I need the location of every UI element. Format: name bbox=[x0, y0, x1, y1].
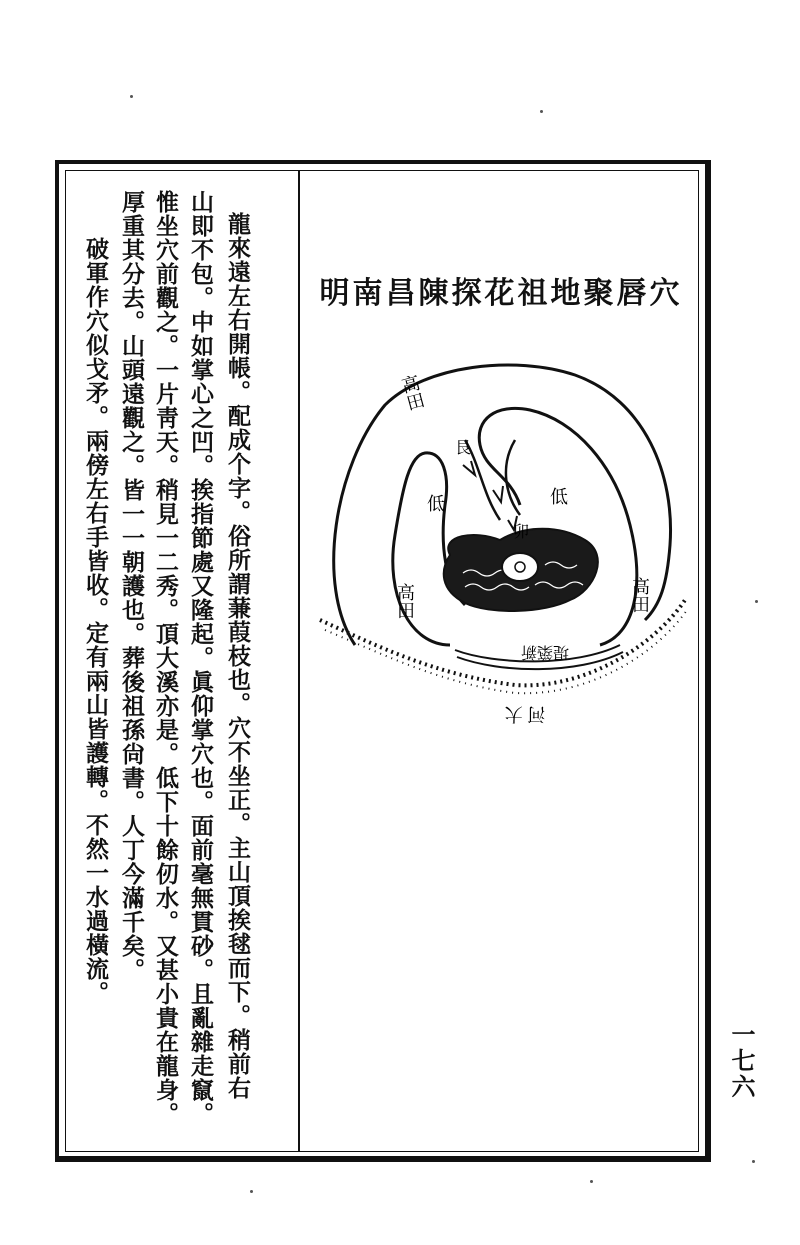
label-high-field-right: 高田 bbox=[630, 577, 650, 613]
text-column-5: 破軍作穴似戈矛。兩傍左右手皆收。定有兩山皆護轉。不然一水過橫流。 bbox=[82, 237, 109, 1005]
label-high-field-top: 高田 bbox=[397, 372, 427, 413]
label-gen: 艮 bbox=[455, 440, 472, 457]
column-divider bbox=[298, 170, 300, 1152]
text-column-2: 山即不包。中如掌心之凹。挨指節處又隆起。眞仰掌穴也。面前毫無貫砂。且亂雜走竄。 bbox=[187, 190, 214, 1126]
page-number: 一七六 bbox=[727, 1022, 756, 1100]
label-high-field-left: 高田 bbox=[395, 583, 415, 619]
text-column-1: 龍來遠左右開帳。配成个字。俗所謂蒹葭枝也。穴不坐正。主山頂挨毬而下。稍前右 bbox=[224, 212, 251, 1100]
label-low-right: 低 bbox=[550, 487, 568, 507]
burial-point-marker bbox=[502, 553, 538, 581]
text-column-4: 厚重其分去。山頭遠觀之。皆一一朝護也。葬後祖孫尙書。人丁今滿千矣。 bbox=[118, 190, 145, 982]
label-great-river: 河 大 bbox=[504, 704, 546, 724]
feng-shui-site-diagram bbox=[315, 345, 695, 745]
label-mao: 卯 bbox=[513, 524, 530, 541]
diagram-title: 明南昌陳探花祖地聚唇穴 bbox=[319, 276, 683, 311]
label-new-embankment: 堤築新 bbox=[520, 643, 570, 660]
center-dragon-vein-2 bbox=[506, 440, 520, 515]
text-column-3: 惟坐穴前觀之。一片靑天。稍見一二秀。頂大溪亦是。低下十餘仞水。又甚小貴在龍身。 bbox=[152, 190, 179, 1126]
label-low-left: 低 bbox=[427, 494, 445, 514]
